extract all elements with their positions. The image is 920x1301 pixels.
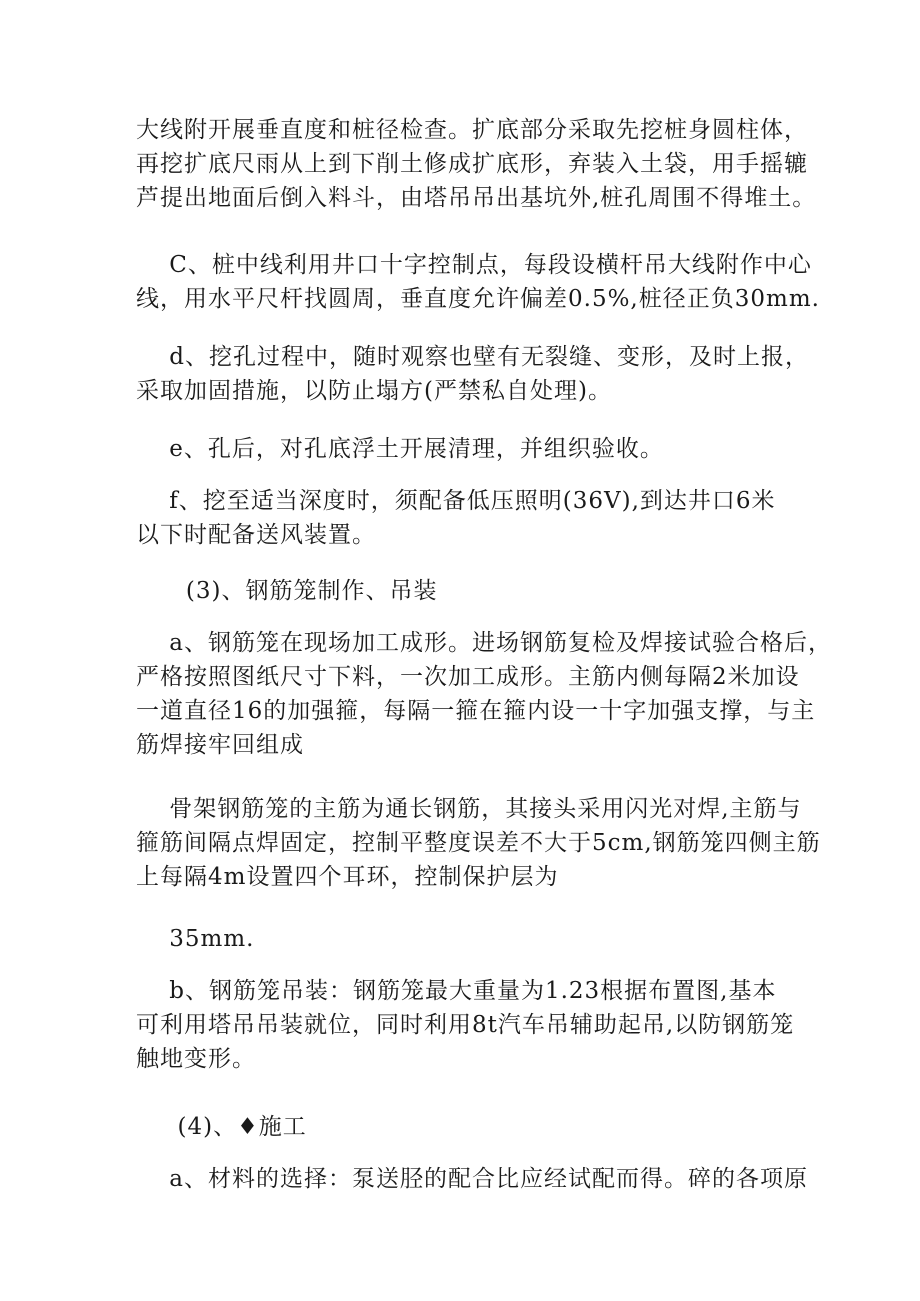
paragraph-item-b-lifting <box>136 974 796 1076</box>
paragraph-item-a-cage <box>136 626 832 762</box>
paragraph-skeleton-cage <box>136 792 821 894</box>
text-line: 一道直径16的加强箍，每隔一箍在箍内设一十字加强支撑，与主 <box>136 698 816 724</box>
text-line: 严格按照图纸尺寸下料，一次加工成形。主筋内侧每隔2米加设 <box>136 664 800 690</box>
text-line: C、桩中线利用井口十字控制点，每段设横杆吊大线附作中心 <box>136 252 812 278</box>
paragraph-cover-thickness <box>136 922 796 956</box>
text-line: 触地变形。 <box>136 1046 256 1072</box>
text-line: 采取加固措施，以防止塌方(严禁私自处理)。 <box>136 378 612 404</box>
paragraph-item-f <box>136 484 796 552</box>
text-line: (4)、♦施工 <box>136 1114 307 1140</box>
text-line: 线，用水平尺杆找圆周，垂直度允许偏差0.5%,桩径正负30mm. <box>136 286 820 312</box>
text-line: a、钢筋笼在现场加工成形。进场钢筋复检及焊接试验合格后， <box>136 630 832 656</box>
text-line: a、材料的选择：泵送胫的配合比应经试配而得。碎的各项原 <box>136 1166 808 1192</box>
text-line: 上每隔4m设置四个耳环，控制保护层为 <box>136 864 559 890</box>
text-line: d、挖孔过程中，随时观察也壁有无裂缝、变形，及时上报， <box>136 344 809 370</box>
text-line: 箍筋间隔点焊固定，控制平整度误差不大于5cm,钢筋笼四侧主筋 <box>136 830 821 856</box>
text-line: 大线附开展垂直度和桩径检查。扩底部分采取先挖桩身圆柱体， <box>136 117 808 143</box>
text-line: 再挖扩底尺雨从上到下削土修成扩底形，弃装入土袋，用手摇辘 <box>136 151 808 177</box>
paragraph-item-e <box>136 432 796 466</box>
paragraph-item-a-materials <box>136 1162 808 1196</box>
paragraph-item-c <box>136 248 820 316</box>
text-line: f、挖至适当深度时，须配备低压照明(36V),到达井口6米 <box>136 488 776 514</box>
text-line: 筋焊接牢回组成 <box>136 732 304 758</box>
text-line: e、孔后，对孔底浮土开展清理，并组织验收。 <box>136 436 664 462</box>
text-line: b、钢筋笼吊装：钢筋笼最大重量为1.23根据布置图,基本 <box>136 978 777 1004</box>
paragraph-item-d <box>136 340 809 408</box>
text-line: 可利用塔吊吊装就位，同时利用8t汽车吊辅助起吊,以防钢筋笼 <box>136 1012 795 1038</box>
text-line: 35mm. <box>136 926 255 952</box>
text-line: 以下时配备送风装置。 <box>136 522 376 548</box>
section-heading-4 <box>136 1110 796 1144</box>
paragraph-excavation-check <box>136 113 817 215</box>
text-line: 芦提出地面后倒入料斗，由塔吊吊出基坑外,桩孔周围不得堆土。 <box>136 185 817 211</box>
section-heading-3 <box>136 574 796 608</box>
text-line: 骨架钢筋笼的主筋为通长钢筋，其接头采用闪光对焊,主筋与 <box>136 796 802 822</box>
text-line: (3)、钢筋笼制作、吊装 <box>136 578 438 604</box>
